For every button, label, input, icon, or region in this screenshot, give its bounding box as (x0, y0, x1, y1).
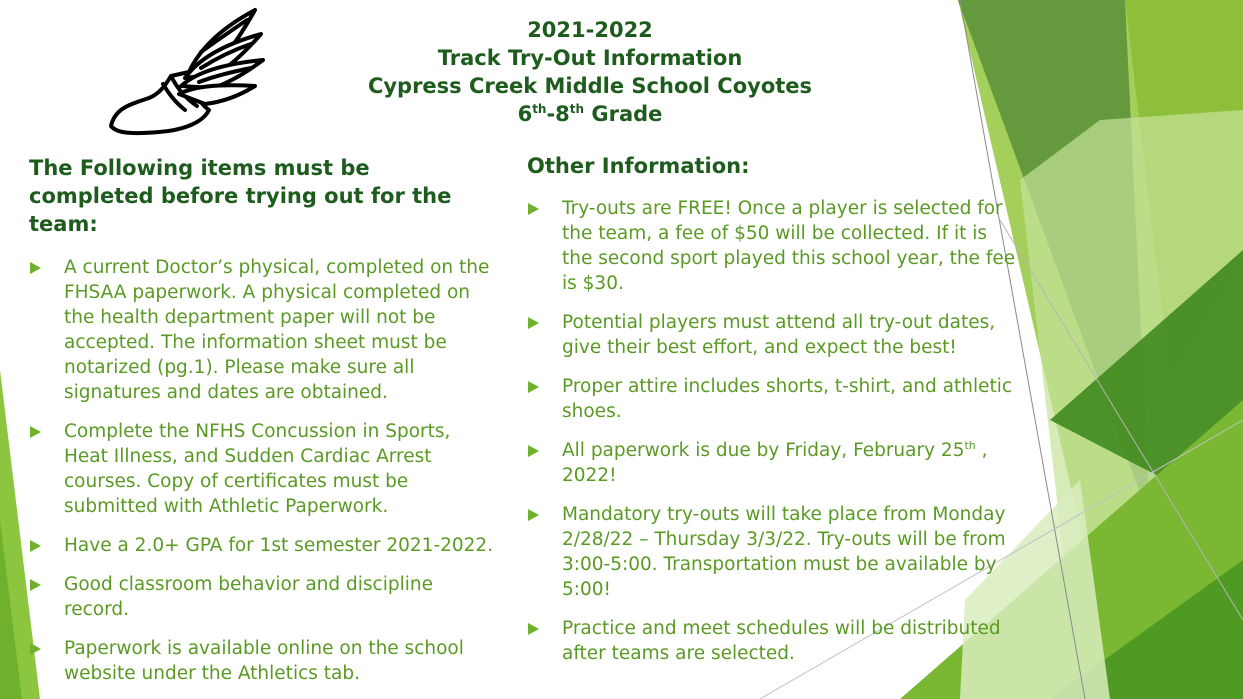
slide-header (330, 16, 850, 128)
list-item (527, 616, 1017, 666)
list-item (29, 572, 499, 622)
other-info-list (527, 196, 1017, 666)
list-item-text: Proper attire includes shorts, t-shirt, and athletic shoes. (562, 376, 1013, 422)
other-info-column (527, 152, 1017, 680)
date-suffix: th (964, 438, 976, 452)
arrow-bullet-icon (30, 426, 41, 438)
list-item (29, 533, 499, 558)
grade-separator: -8 (546, 102, 570, 126)
arrow-bullet-icon (528, 381, 539, 393)
arrow-bullet-icon (528, 623, 539, 635)
header-year: 2021-2022 (527, 18, 653, 42)
arrow-bullet-icon (30, 540, 41, 552)
requirements-column (29, 154, 499, 699)
other-info-title: Other Information: (527, 154, 750, 178)
list-item-text: Paperwork is available online on the school website under the Athletics tab. (64, 638, 464, 684)
header-school: Cypress Creek Middle School Coyotes (367, 74, 813, 98)
arrow-bullet-icon (528, 317, 539, 329)
grade-start: 6 (517, 102, 533, 126)
arrow-bullet-icon (30, 643, 41, 655)
arrow-bullet-icon (30, 262, 41, 274)
list-item-text-tail: , 2022! (562, 440, 988, 486)
header-title: Track Try-Out Information (437, 46, 743, 70)
arrow-bullet-icon (528, 445, 539, 457)
list-item (527, 502, 1017, 602)
list-item (527, 374, 1017, 424)
list-item (29, 636, 499, 686)
list-item-text: Complete the NFHS Concussion in Sports, Heat Illness, and Sudden Cardiac Arrest courses. Copy of certificates must be submitted with Athletic Paperwork. (64, 421, 451, 517)
grade-end-suffix: th (569, 102, 585, 116)
list-item-text: Good classroom behavior and discipline record. (64, 574, 433, 620)
list-item-text: Try-outs are FREE! Once a player is selected for the team, a fee of $50 will be collected. If it is the second sport played this school year, the fee is $30. (562, 198, 1016, 294)
list-item-text: A current Doctor’s physical, completed on the FHSAA paperwork. A physical completed on the health department paper will not be accepted. The information sheet must be notarized (pg.1). Please make sure all signatures and dates are obtained. (64, 257, 490, 403)
grade-label: Grade (584, 102, 663, 126)
header-grade (330, 100, 850, 128)
grade-start-suffix: th (532, 102, 547, 116)
list-item (29, 255, 499, 405)
list-item (527, 196, 1017, 296)
requirements-title: The Following items must be completed before trying out for the team: (29, 156, 452, 236)
arrow-bullet-icon (30, 579, 41, 591)
list-item-text: Practice and meet schedules will be distributed after teams are selected. (562, 618, 1001, 664)
list-item-text: Potential players must attend all try-out dates, give their best effort, and expect the best! (562, 312, 996, 358)
arrow-bullet-icon (528, 509, 539, 521)
list-item (527, 438, 1017, 488)
winged-shoe-icon (105, 6, 267, 140)
arrow-bullet-icon (528, 203, 539, 215)
list-item-text: Mandatory try-outs will take place from Monday 2/28/22 – Thursday 3/3/22. Try-outs will be from 3:00-5:00. Transportation must be available by 5:00! (562, 504, 1006, 600)
list-item (527, 310, 1017, 360)
requirements-list (29, 255, 499, 686)
list-item (29, 419, 499, 519)
list-item-text: Have a 2.0+ GPA for 1st semester 2021-2022. (64, 535, 494, 556)
list-item-text: All paperwork is due by Friday, February 25 (562, 440, 965, 461)
